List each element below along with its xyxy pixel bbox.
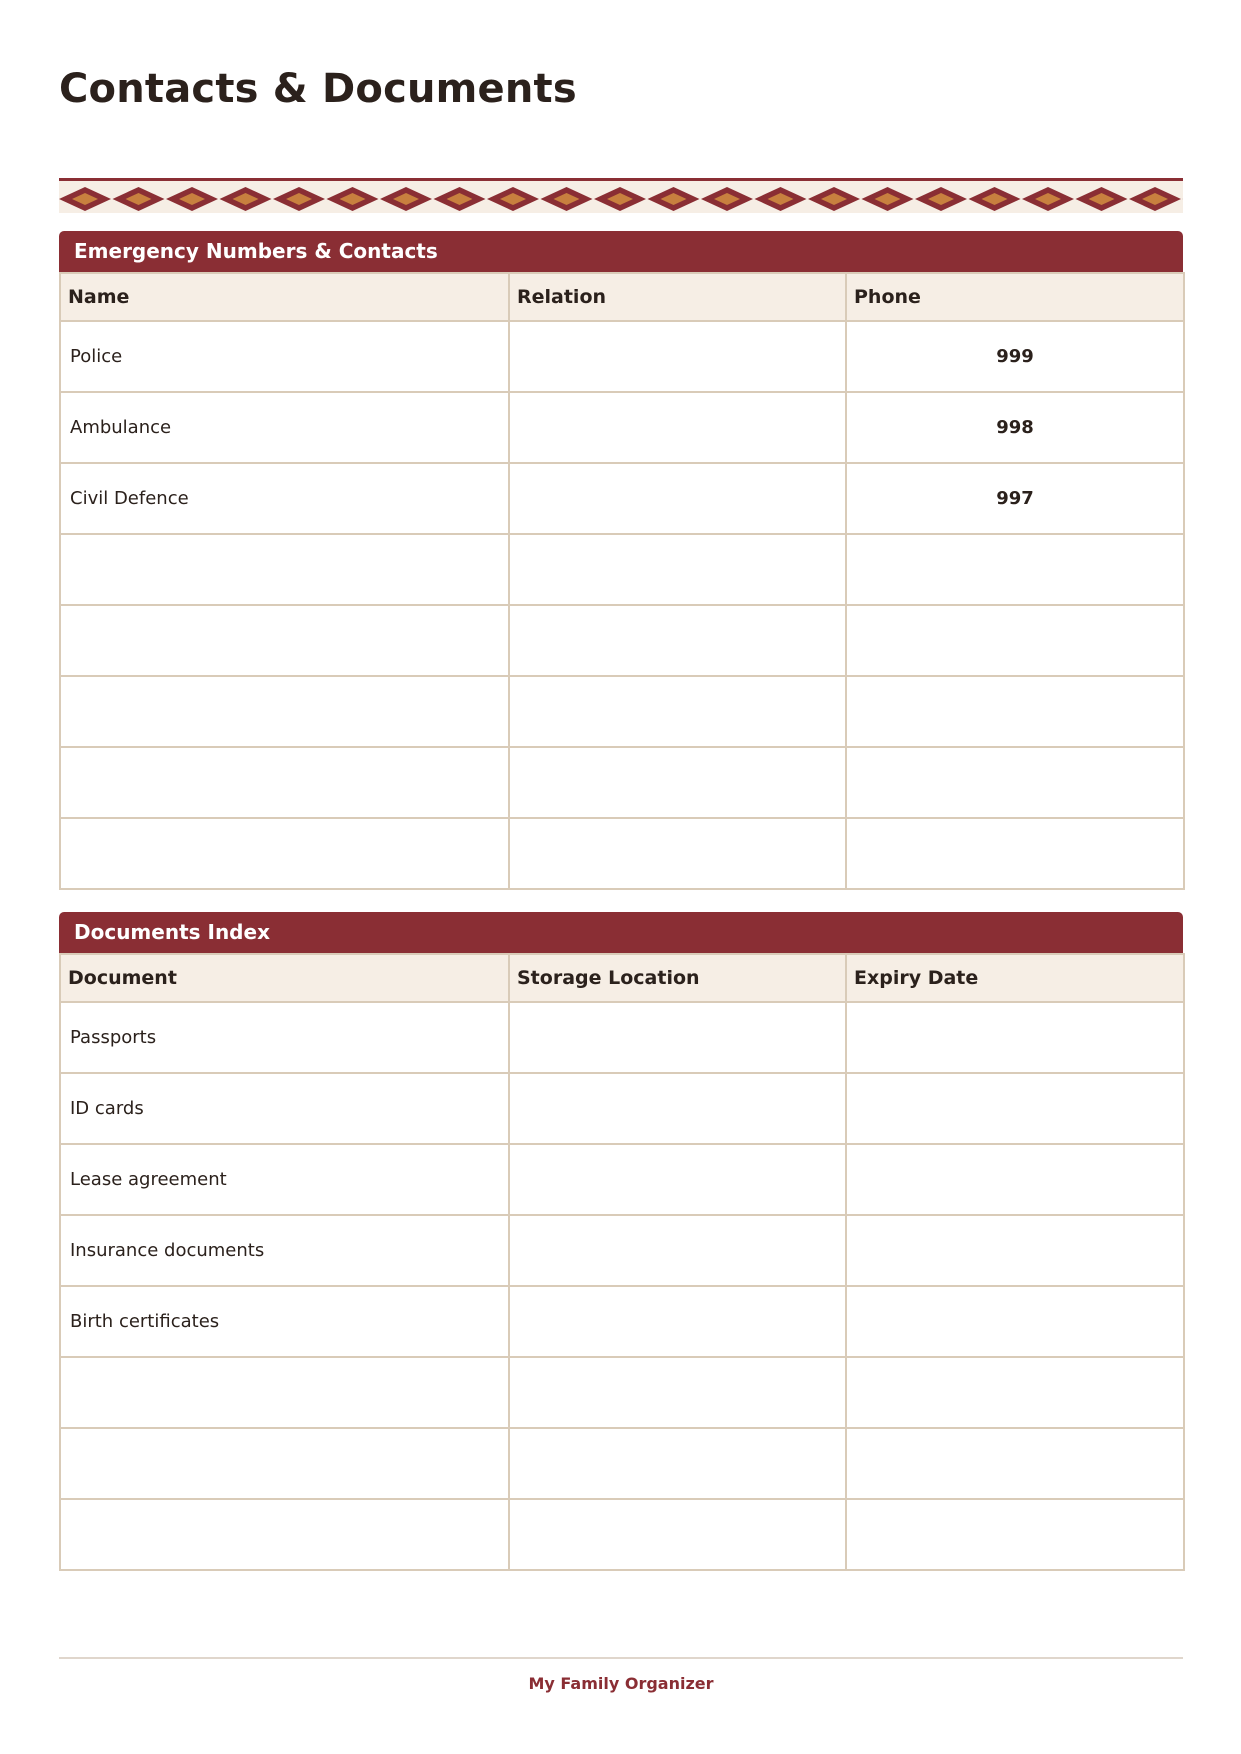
table-row [60,1286,1184,1357]
column-header-document: Document [60,954,509,1002]
emergency-section-header: Emergency Numbers & Contacts [59,231,1183,272]
decorative-diamond-border [59,178,1183,213]
table-row [60,1215,1184,1286]
table-row [60,463,1184,534]
column-header-storage-location: Storage Location [509,954,846,1002]
contact-phone-cell[interactable]: 998 [846,392,1184,463]
expiry-date-cell[interactable] [846,1357,1184,1428]
column-header-relation: Relation [509,273,846,321]
expiry-date-cell[interactable] [846,1286,1184,1357]
contact-phone-cell[interactable]: 997 [846,463,1184,534]
column-header-phone: Phone [846,273,1184,321]
contact-relation-cell[interactable] [509,818,846,889]
expiry-date-cell[interactable] [846,1073,1184,1144]
table-row [60,605,1184,676]
table-row [60,534,1184,605]
contact-relation-cell[interactable] [509,463,846,534]
table-row [60,1357,1184,1428]
document-name-cell[interactable]: ID cards [60,1073,509,1144]
contact-phone-cell[interactable] [846,534,1184,605]
footer-divider [59,1657,1183,1659]
table-row [60,321,1184,392]
contact-phone-cell[interactable] [846,818,1184,889]
contact-name-cell[interactable]: Civil Defence [60,463,509,534]
expiry-date-cell[interactable] [846,1215,1184,1286]
contact-phone-cell[interactable] [846,676,1184,747]
table-row [60,1002,1184,1073]
table-row [60,747,1184,818]
expiry-date-cell[interactable] [846,1499,1184,1570]
storage-location-cell[interactable] [509,1428,846,1499]
storage-location-cell[interactable] [509,1002,846,1073]
documents-section-header: Documents Index [59,912,1183,953]
expiry-date-cell[interactable] [846,1144,1184,1215]
table-header-row [60,954,1184,1002]
document-name-cell[interactable] [60,1357,509,1428]
document-name-cell[interactable]: Birth certificates [60,1286,509,1357]
diamond-pattern-graphic [59,178,1183,213]
storage-location-cell[interactable] [509,1499,846,1570]
contact-name-cell[interactable] [60,534,509,605]
contact-relation-cell[interactable] [509,321,846,392]
document-name-cell[interactable] [60,1428,509,1499]
band-top-rule [59,178,1183,181]
emergency-contacts-section [59,231,1183,890]
expiry-date-cell[interactable] [846,1428,1184,1499]
documents-index-section [59,912,1183,1571]
contact-relation-cell[interactable] [509,676,846,747]
contact-name-cell[interactable] [60,676,509,747]
contact-relation-cell[interactable] [509,534,846,605]
contact-name-cell[interactable]: Police [60,321,509,392]
emergency-contacts-table [59,272,1185,890]
column-header-expiry-date: Expiry Date [846,954,1184,1002]
table-row [60,392,1184,463]
table-row [60,1073,1184,1144]
table-header-row [60,273,1184,321]
table-row [60,1428,1184,1499]
document-name-cell[interactable]: Lease agreement [60,1144,509,1215]
contact-phone-cell[interactable]: 999 [846,321,1184,392]
column-header-name: Name [60,273,509,321]
contact-phone-cell[interactable] [846,747,1184,818]
page-title: Contacts & Documents [59,66,577,112]
contact-relation-cell[interactable] [509,747,846,818]
table-row [60,1144,1184,1215]
documents-index-table [59,953,1185,1571]
table-row [60,676,1184,747]
storage-location-cell[interactable] [509,1073,846,1144]
footer-organizer-title: My Family Organizer [528,1674,714,1693]
contact-relation-cell[interactable] [509,392,846,463]
storage-location-cell[interactable] [509,1357,846,1428]
storage-location-cell[interactable] [509,1215,846,1286]
document-name-cell[interactable] [60,1499,509,1570]
storage-location-cell[interactable] [509,1144,846,1215]
expiry-date-cell[interactable] [846,1002,1184,1073]
document-name-cell[interactable]: Insurance documents [60,1215,509,1286]
contact-name-cell[interactable] [60,747,509,818]
contact-name-cell[interactable] [60,818,509,889]
table-row [60,818,1184,889]
contact-name-cell[interactable] [60,605,509,676]
document-name-cell[interactable]: Passports [60,1002,509,1073]
storage-location-cell[interactable] [509,1286,846,1357]
contact-name-cell[interactable]: Ambulance [60,392,509,463]
contact-relation-cell[interactable] [509,605,846,676]
table-row [60,1499,1184,1570]
contact-phone-cell[interactable] [846,605,1184,676]
